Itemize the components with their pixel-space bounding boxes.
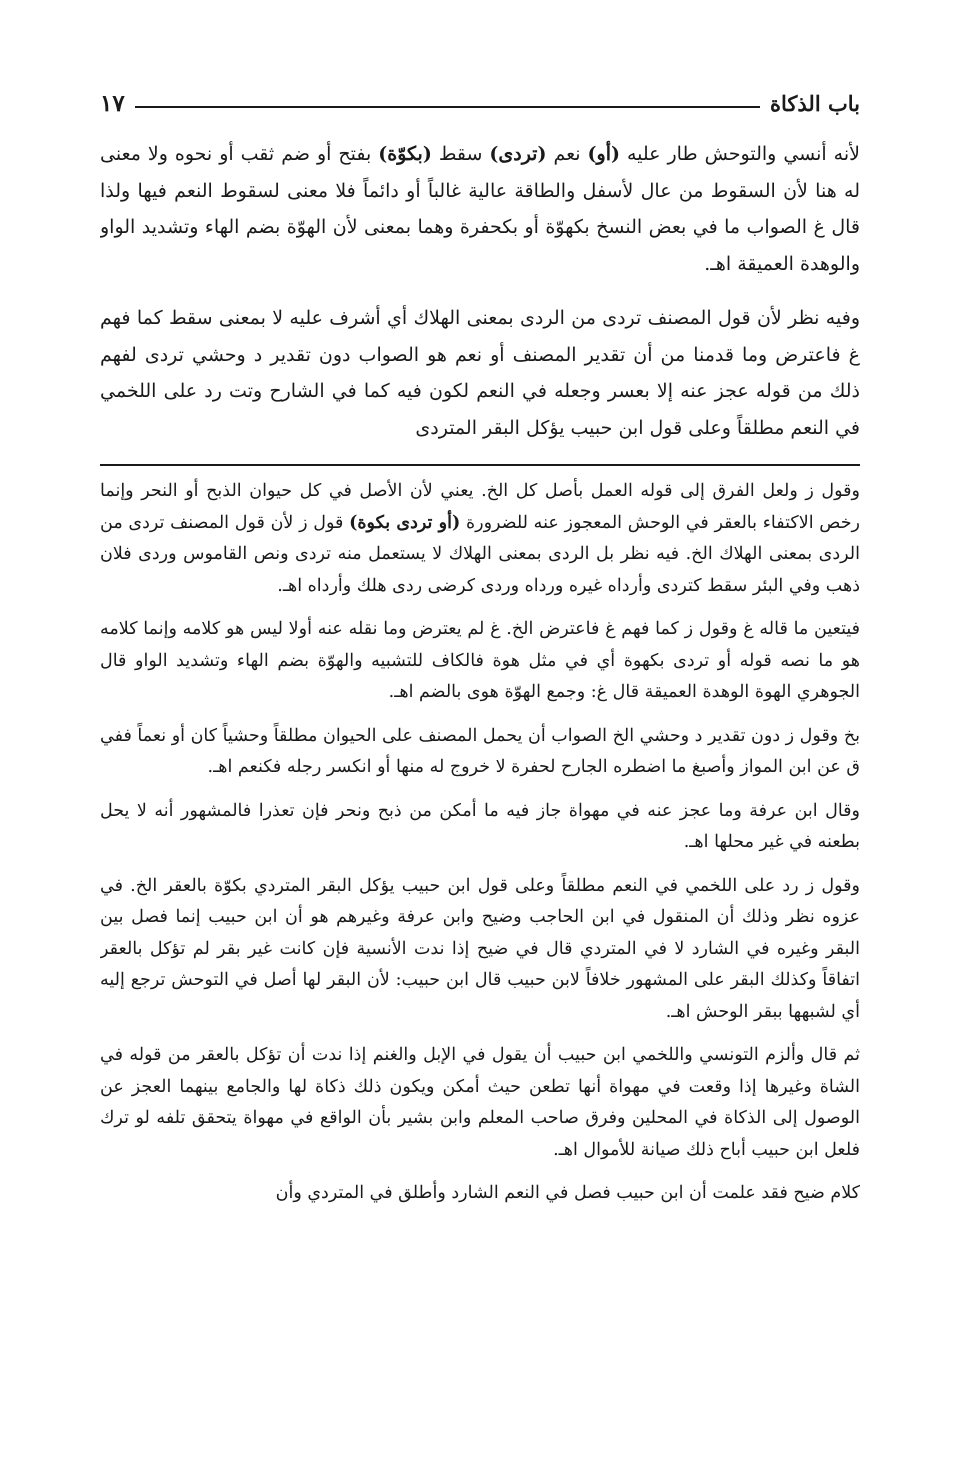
bold-term: (أو) xyxy=(587,143,620,165)
bold-term: (تردى) xyxy=(489,143,547,165)
page-number: ١٧ xyxy=(100,89,125,117)
running-header xyxy=(100,88,860,118)
footnote-paragraph: بخ وقول ز دون تقدير د وحشي الخ الصواب أن يحمل المصنف على الحيوان مطلقاً وحشياً كان أو نعماً ففي ق عن ابن المواز وأصبغ ما اضطره الجارح لحفرة لا خروج له منها أو انكسر رجله فكنعم اهـ. xyxy=(100,725,860,777)
main-paragraph: وفيه نظر لأن قول المصنف تردى من الردى بمعنى الهلاك أي أشرف عليه لا بمعنى سقط كما فهم غ فاعترض وما قدمنا من أن تقدير المصنف أو نعم هو الصواب دون تقدير د وحشي تردى لفهم ذلك من قوله عجز عنه إلا بعسر وجعله في النعم لكون فيه كما في الشارح وتت رد على اللخمي في النعم مطلقاً وعلى قول ابن حبيب يؤكل البقر المتردى xyxy=(100,307,860,439)
bold-term: (أو تردى بكوة) xyxy=(349,512,461,533)
main-paragraph xyxy=(100,136,860,282)
text-run: لأنه أنسي والتوحش طار عليه xyxy=(619,143,860,165)
bold-term: (بكوّة) xyxy=(378,143,432,165)
footnote-paragraph: وقال ابن عرفة وما عجز عنه في مهواة جاز فيه ما أمكن من ذبح ونحر فإن تعذرا فالمشهور أنه لا يحل بطعنه في غير محلها اهـ. xyxy=(100,800,860,852)
text-run: سقط xyxy=(431,143,490,165)
text-run: وقول ز ولعل الفرق إلى قوله العمل بأصل كل الخ. يعني لأن الأصل في كل حيوان الذبح أو النحر وإنما رخص الاكتفاء بالعقر في الوحش المعجوز عنه للضرورة xyxy=(100,481,860,533)
footnote-paragraph xyxy=(100,476,860,602)
footnote-paragraph: فيتعين ما قاله غ وقول ز كما فهم غ فاعترض الخ. غ لم يعترض وما نقله عنه أولا ليس هو كلامه وإنما كلامه هو ما نصه قوله أو تردى بكهوة أي في مثل هوة فالكاف للتشبيه والهوّة بضم الهاء وتشديد الواو قال الجوهري الهوة الوهدة العميقة قال غ: وجمع الهوّة هوى بالضم اهـ. xyxy=(100,619,860,702)
main-text xyxy=(100,136,860,446)
chapter-title: باب الذكاة xyxy=(770,90,860,116)
footnote-paragraph: وقول ز رد على اللخمي في النعم مطلقاً وعلى قول ابن حبيب يؤكل البقر المتردي بكوّة بالعقر الخ. في عزوه نظر وذلك أن المنقول في ابن الحاجب وضيح وابن عرفة وغيرهم هو أن ابن حبيب إنما فصل بين البقر وغيره في الشارد لا في المتردي قال في ضيح إذا ندت الأنسية فإن كانت غير بقر لم تؤكل بالعقر اتفاقاً وكذلك البقر على المشهور خلافاً لابن حبيب قال ابن حبيب: لأن البقر لها أصل في التوحش ترجع إليه أي لشبهها ببقر الوحش اهـ. xyxy=(100,875,860,1022)
footnote-paragraph: كلام ضيح فقد علمت أن ابن حبيب فصل في النعم الشارد وأطلق في المتردي وأن xyxy=(275,1183,860,1203)
footnote-paragraph: ثم قال وألزم التونسي واللخمي ابن حبيب أن يقول في الإبل والغنم إذا ندت أن تؤكل بالعقر من قوله في الشاة وغيرها إذا وقعت في مهواة أنها تطعن حيث أمكن ويكون ذلك ذكاة لها والجامع بينهما العجز عن الوصول إلى الذكاة في المحلين وفرق صاحب المعلم وابن بشير بأن الواقع في مهواة يتحقق تلفه لو ترك فلعل ابن حبيب أباح ذلك صيانة للأموال اهـ. xyxy=(100,1045,860,1160)
footnote-separator xyxy=(100,464,860,466)
footnotes xyxy=(100,476,860,1210)
book-page xyxy=(100,88,860,1388)
text-run: قول ز لأن قول المصنف تردى من الردى بمعنى الهلاك الخ. فيه نظر بل الردى بمعنى الهلاك لا يستعمل منه تردى ونص القاموس وردى فلان ذهب وفي البئر سقط كتردى وأرداه غيره ورداه وردى كرضى ردى هلك وأرداه اهـ. xyxy=(100,512,860,596)
header-rule xyxy=(135,106,760,108)
text-run: نعم xyxy=(546,143,588,165)
text-run: بفتح أو ضم ثقب أو نحوه ولا معنى له هنا لأن السقوط من عال لأسفل والطاقة عالية غالباً أو دائماً فلا معنى لسقوط النعم فيها ولذا قال غ الصواب ما في بعض النسخ بكهوّة أو بكحفرة وهما بمعنى لأن الهوّة بضم الهاء وتشديد الواو والوهدة العميقة اهـ. xyxy=(100,143,860,275)
